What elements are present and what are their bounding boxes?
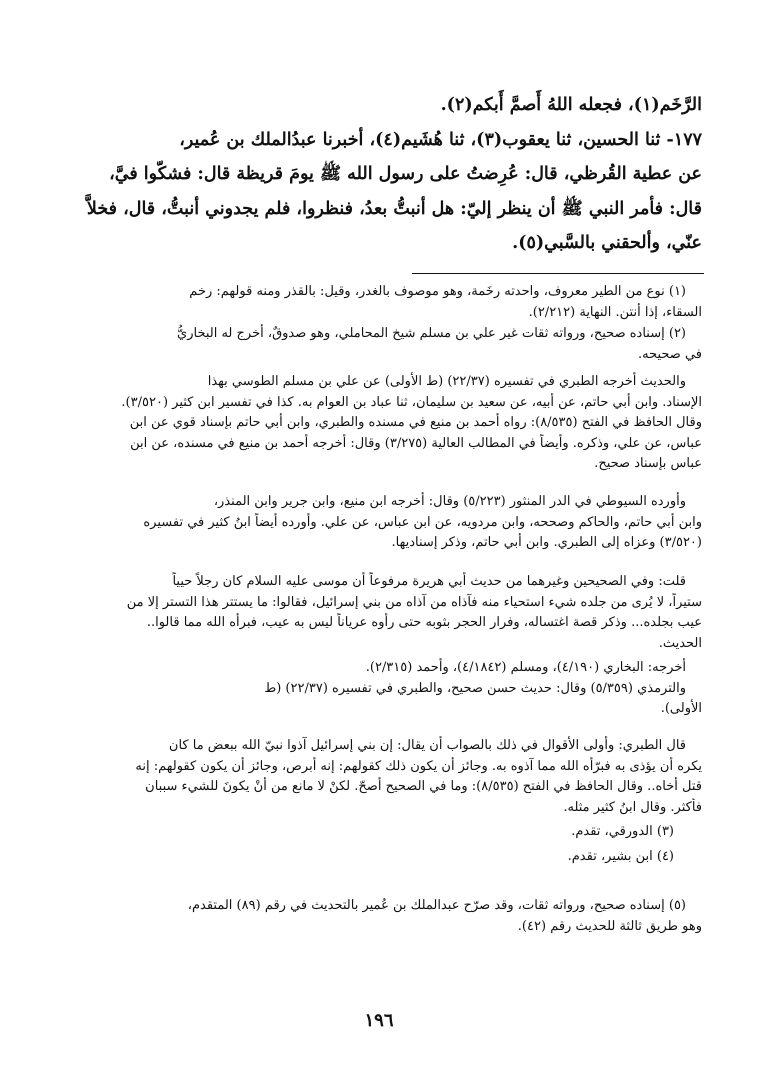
footnote-line: والترمذي (٥/٣٥٩) وقال: حديث حسن صحيح، والطبري في تفسيره (٢٢/٣٧) (ط xyxy=(264,680,686,696)
footnote-line: عيب بجلده... وذكر قصة اغتساله، وفرار الحجر بثوبه حتى رأوه عرياناً ليس به عيب، فبرأه الله مما قالوا.. xyxy=(146,615,702,630)
footnote-line: قتل أخاه.. وقال الحافظ في الفتح (٨/٥٣٥): وما في الصحيح أصحّ. لكنْ لا مانع من أنْ يكونَ للشيء سببان xyxy=(145,779,702,794)
footnote-1 xyxy=(62,282,702,323)
main-line: عنّي، وألحقني بالسَّبي(٥). xyxy=(512,233,702,253)
main-line: قال: فأمر النبي ﷺ أن ينظر إليّ: هل أنبتُّ بعدُ، فنظروا، فلم يجدوني أنبتُّ، قال، فخلاَّ xyxy=(86,198,702,219)
footnote-2 xyxy=(62,324,702,365)
main-line: الرَّخَم(١)، فجعله اللهُ أَصمَّ أَبكم(٢). xyxy=(440,95,702,115)
footnote-3: (٣) الدورقي، تقدم. xyxy=(571,824,674,839)
footnote-line: الإسناد. وابن أبي حاتم، عن أبيه، عن سعيد بن سليمان، ثنا عباد بن العوام به. كذا في تفسير ابن كثير (٣/٥٢٠). xyxy=(121,394,702,410)
footnote-separator xyxy=(412,273,704,274)
footnote-line: (١) نوع من الطير معروف، واحدته رخَمة، وهو موصوف بالغدر، وقيل: بالقذر ومنه قولهم: رخم xyxy=(189,284,686,299)
footnote-line: في صحيحه. xyxy=(637,346,702,362)
footnote-5 xyxy=(62,896,702,937)
footnote-line: عباس، عن علي، وذكره. وأيضاً في المطالب العالية (٣/٢٧٥) وقال: أخرجه أحمد بن منيع في مسنده، عن ابن xyxy=(130,435,702,451)
footnote-line: (٣/٥٢٠) وعزاه إلى الطبري. وابن أبي حاتم، وذكر إسناديها. xyxy=(391,535,702,550)
main-line: ١٧٧- ثنا الحسين، ثنا يعقوب(٣)، ثنا هُشَيم(٤)، أخبرنا عبدُالملك بن عُمير، xyxy=(179,129,702,150)
footnote-line: يكره أن يؤذى به فبرّأه الله مما آذوه به. وجائز أن يكون ذلك كقولهم: إنه أبرص، وجائز أن يكون كقولهم: إنه xyxy=(135,758,702,774)
footnotes-3-4 xyxy=(62,822,702,867)
footnote-line: عباس بإسناد صحيح. xyxy=(594,456,702,471)
footnote-line: وأورده السيوطي في الدر المنثور (٥/٢٢٣) وقال: أخرجه ابن منيع، وابن جرير وابن المنذر، xyxy=(213,494,686,509)
footnote-line: الحديث. xyxy=(658,635,702,651)
footnote-line: (٢) إسناده صحيح، ورواته ثقات غير علي بن مسلم شيخ المحاملي، وهو صدوقٌ، أخرج له البخاريُّ xyxy=(177,326,686,341)
footnote-line: قال الطبري: وأولى الأقوال في ذلك بالصواب أن يقال: إن بني إسرائيل آذوا نبيّ الله ببعض ما كان xyxy=(168,738,686,753)
page-number: ١٩٦ xyxy=(364,1010,394,1031)
bukhari-paragraph xyxy=(62,658,702,720)
footnote-line: السقاء، إذا أنتن. النهاية (٢/٢١٢). xyxy=(528,304,702,320)
main-line: عن عطية القُرظي، قال: عُرِضتُ على رسول الله ﷺ يومَ قريظة قال: فشكّوا فيَّ، xyxy=(109,164,702,184)
footnote-line: (٥) إسناده صحيح، ورواته ثقات، وقد صرّح عبدالملك بن عُمير بالتحديث في رقم (٨٩) المتقدم، xyxy=(187,898,686,913)
qultu-paragraph xyxy=(62,572,702,654)
footnote-line: أخرجه: البخاري (٤/١٩٠)، ومسلم (٤/١٨٤٢)، وأحمد (٢/٣١٥). xyxy=(365,660,686,675)
tabari-paragraph xyxy=(62,372,702,475)
footnote-line: الأولى). xyxy=(660,701,702,716)
footnote-line: وقال الحافظ في الفتح (٨/٥٣٥): رواه أحمد بن منيع في مسنده والطبري، وابن أبي حاتم بإسناد قوي عن ابن xyxy=(129,415,702,430)
suyuti-paragraph xyxy=(62,492,702,554)
footnote-line: وابن أبي حاتم، والحاكم وصححه، وابن مردويه، عن ابن عباس، عن علي. وأورده أيضاً ابنُ كثير في تفسيره xyxy=(143,514,702,530)
footnote-line: قلت: وفي الصحيحين وغيرهما من حديث أبي هريرة مرفوعاً أن موسى عليه السلام كان رجلاً حيياً xyxy=(172,574,686,589)
footnote-line: وهو طريق ثالثة للحديث رقم (٤٢). xyxy=(517,918,702,934)
main-text xyxy=(62,88,702,261)
footnote-4: (٤) ابن بشير، تقدم. xyxy=(567,848,674,864)
tabari-quote-paragraph xyxy=(62,736,702,818)
footnote-line: ستيراً، لا يُرى من جلده شيء استحياء منه فآذاه من آذاه من بني إسرائيل، فقالوا: ما يستتر هذا التستر إلا من xyxy=(126,594,702,610)
footnote-line: والحديث أخرجه الطبري في تفسيره (٢٢/٣٧) (ط الأولى) عن علي بن مسلم الطوسي بهذا xyxy=(207,374,686,389)
footnote-line: فأكثر. وقال ابنُ كثير مثله. xyxy=(563,799,702,815)
